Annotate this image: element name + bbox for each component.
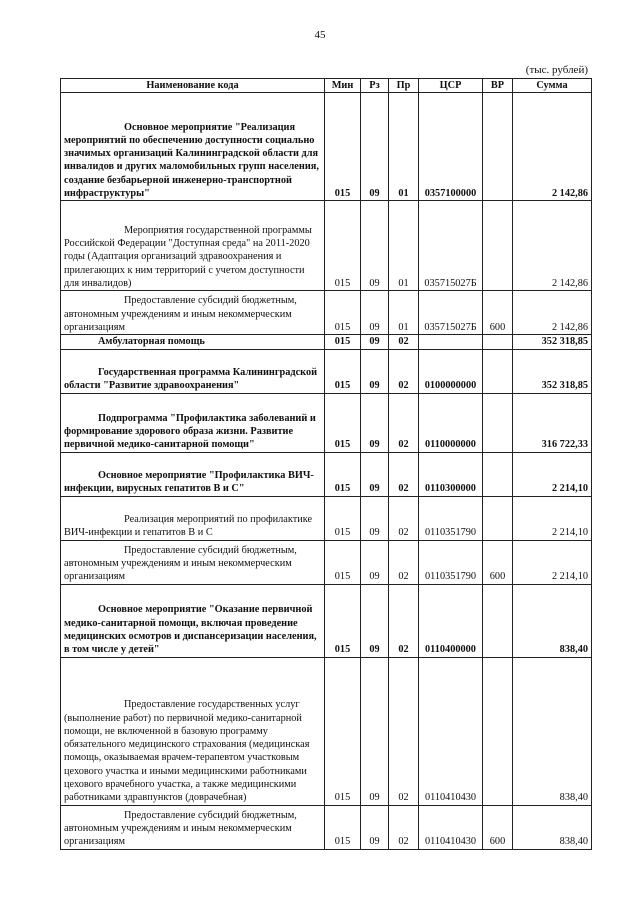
row-csr: 0110410430 — [419, 805, 483, 849]
table-row — [61, 452, 592, 496]
row-vr — [483, 393, 513, 452]
row-name: Предоставление субсидий бюджетным, автономным учреждениям и иным некоммерческим организациям — [64, 544, 297, 583]
row-name: Государственная программа Калининградской области "Развитие здравоохранения" — [64, 367, 318, 392]
row-min: 015 — [325, 201, 361, 291]
header-pr: Пр — [389, 79, 419, 93]
row-rz: 09 — [361, 201, 389, 291]
row-pr: 02 — [389, 805, 419, 849]
row-name: Основное мероприятие "Профилактика ВИЧ-инфекции, вирусных гепатитов В и С" — [64, 470, 314, 495]
row-rz: 09 — [361, 805, 389, 849]
table-row — [61, 201, 592, 291]
row-pr: 02 — [389, 584, 419, 657]
row-vr — [483, 657, 513, 805]
row-min: 015 — [325, 657, 361, 805]
row-pr: 02 — [389, 540, 419, 584]
table-row — [61, 496, 592, 540]
row-min: 015 — [325, 540, 361, 584]
row-sum: 838,40 — [513, 584, 592, 657]
row-pr: 01 — [389, 201, 419, 291]
row-vr — [483, 335, 513, 349]
row-sum: 2 142,86 — [513, 201, 592, 291]
row-rz: 09 — [361, 291, 389, 335]
row-name: Предоставление субсидий бюджетным, автономным учреждениям и иным некоммерческим организациям — [64, 295, 297, 333]
page-number: 45 — [314, 29, 326, 41]
row-vr: 600 — [483, 540, 513, 584]
budget-table — [60, 78, 592, 850]
row-rz: 09 — [361, 657, 389, 805]
row-name: Основное мероприятие "Реализация мероприятий по обеспечению доступности социально значимых организаций Калининградской области для инвалидов и других маломобильных групп населения, создание безбарьерной инженерно-транспортной инфраструктуры" — [64, 121, 319, 199]
row-min: 015 — [325, 584, 361, 657]
table-row — [61, 93, 592, 201]
row-sum: 2 142,86 — [513, 291, 592, 335]
table-row — [61, 349, 592, 393]
row-rz: 09 — [361, 584, 389, 657]
row-min: 015 — [325, 349, 361, 393]
row-csr: 0110400000 — [419, 584, 483, 657]
row-min: 015 — [325, 291, 361, 335]
row-name: Предоставление субсидий бюджетным, автономным учреждениям и иным некоммерческим организациям — [64, 809, 297, 848]
units-label: (тыс. рублей) — [525, 64, 588, 76]
row-csr: 035715027Б — [419, 201, 483, 291]
row-name: Предоставление государственных услуг (выполнение работ) по первичной медико-санитарной помощи, не включенной в базовую программу обязательного медицинского страхования (медицинская помощь, оказываемая врачем-терапевтом участковым цехового участка и иными медицинскими работниками цехового врачебного участка, а также медицинскими работниками здравпунктов (доврачебная) — [64, 699, 310, 804]
row-csr: 0110351790 — [419, 496, 483, 540]
row-min: 015 — [325, 496, 361, 540]
header-rz: Рз — [361, 79, 389, 93]
row-csr: 0110351790 — [419, 540, 483, 584]
row-vr — [483, 201, 513, 291]
header-sum: Сумма — [513, 79, 592, 93]
row-rz: 09 — [361, 393, 389, 452]
row-pr: 02 — [389, 393, 419, 452]
row-pr: 02 — [389, 657, 419, 805]
row-sum: 2 214,10 — [513, 452, 592, 496]
row-pr: 02 — [389, 335, 419, 349]
row-vr — [483, 93, 513, 201]
row-name: Мероприятия государственной программы Российской Федерации "Доступная среда" на 2011-2020 годы (Адаптация организаций здравоохранения и прилегающих к ним территорий с учетом доступности для инвалидов) — [64, 224, 312, 289]
row-sum: 352 318,85 — [513, 335, 592, 349]
row-name: Подпрограмма "Профилактика заболеваний и формирование здорового образа жизни. Развитие первичной медико-санитарной помощи" — [64, 412, 316, 451]
row-sum: 2 214,10 — [513, 496, 592, 540]
row-rz: 09 — [361, 496, 389, 540]
row-rz: 09 — [361, 452, 389, 496]
row-name: Основное мероприятие "Оказание первичной медико-санитарной помощи, включая проведение медицинских осмотров и диспансеризации населения, в том числе у детей" — [64, 604, 317, 656]
row-vr: 600 — [483, 291, 513, 335]
table-row — [61, 291, 592, 335]
row-vr — [483, 496, 513, 540]
row-vr — [483, 349, 513, 393]
table-row — [61, 335, 592, 349]
row-csr: 0110300000 — [419, 452, 483, 496]
row-sum: 2 142,86 — [513, 93, 592, 201]
row-rz: 09 — [361, 540, 389, 584]
header-min: Мин — [325, 79, 361, 93]
row-csr: 0110410430 — [419, 657, 483, 805]
row-rz: 09 — [361, 335, 389, 349]
table-row — [61, 805, 592, 849]
row-min: 015 — [325, 93, 361, 201]
row-pr: 02 — [389, 496, 419, 540]
row-csr: 0357100000 — [419, 93, 483, 201]
row-name: Амбулаторная помощь — [98, 336, 205, 348]
table-row — [61, 540, 592, 584]
row-min: 015 — [325, 393, 361, 452]
header-vr: ВР — [483, 79, 513, 93]
row-vr — [483, 584, 513, 657]
row-rz: 09 — [361, 349, 389, 393]
header-row — [61, 79, 592, 93]
row-csr: 035715027Б — [419, 291, 483, 335]
row-vr: 600 — [483, 805, 513, 849]
table-row — [61, 657, 592, 805]
row-vr — [483, 452, 513, 496]
row-name: Реализация мероприятий по профилактике ВИЧ-инфекции и гепатитов В и С — [64, 514, 313, 539]
header-name: Наименование кода — [61, 79, 325, 93]
row-min: 015 — [325, 335, 361, 349]
row-pr: 01 — [389, 93, 419, 201]
table-row — [61, 584, 592, 657]
row-csr: 0100000000 — [419, 349, 483, 393]
row-sum: 316 722,33 — [513, 393, 592, 452]
row-pr: 02 — [389, 349, 419, 393]
row-sum: 2 214,10 — [513, 540, 592, 584]
row-min: 015 — [325, 805, 361, 849]
row-sum: 838,40 — [513, 805, 592, 849]
row-pr: 02 — [389, 452, 419, 496]
header-csr: ЦСР — [419, 79, 483, 93]
row-min: 015 — [325, 452, 361, 496]
row-rz: 09 — [361, 93, 389, 201]
row-pr: 01 — [389, 291, 419, 335]
row-csr: 0110000000 — [419, 393, 483, 452]
table-row — [61, 393, 592, 452]
row-sum: 838,40 — [513, 657, 592, 805]
row-csr — [419, 335, 483, 349]
row-sum: 352 318,85 — [513, 349, 592, 393]
